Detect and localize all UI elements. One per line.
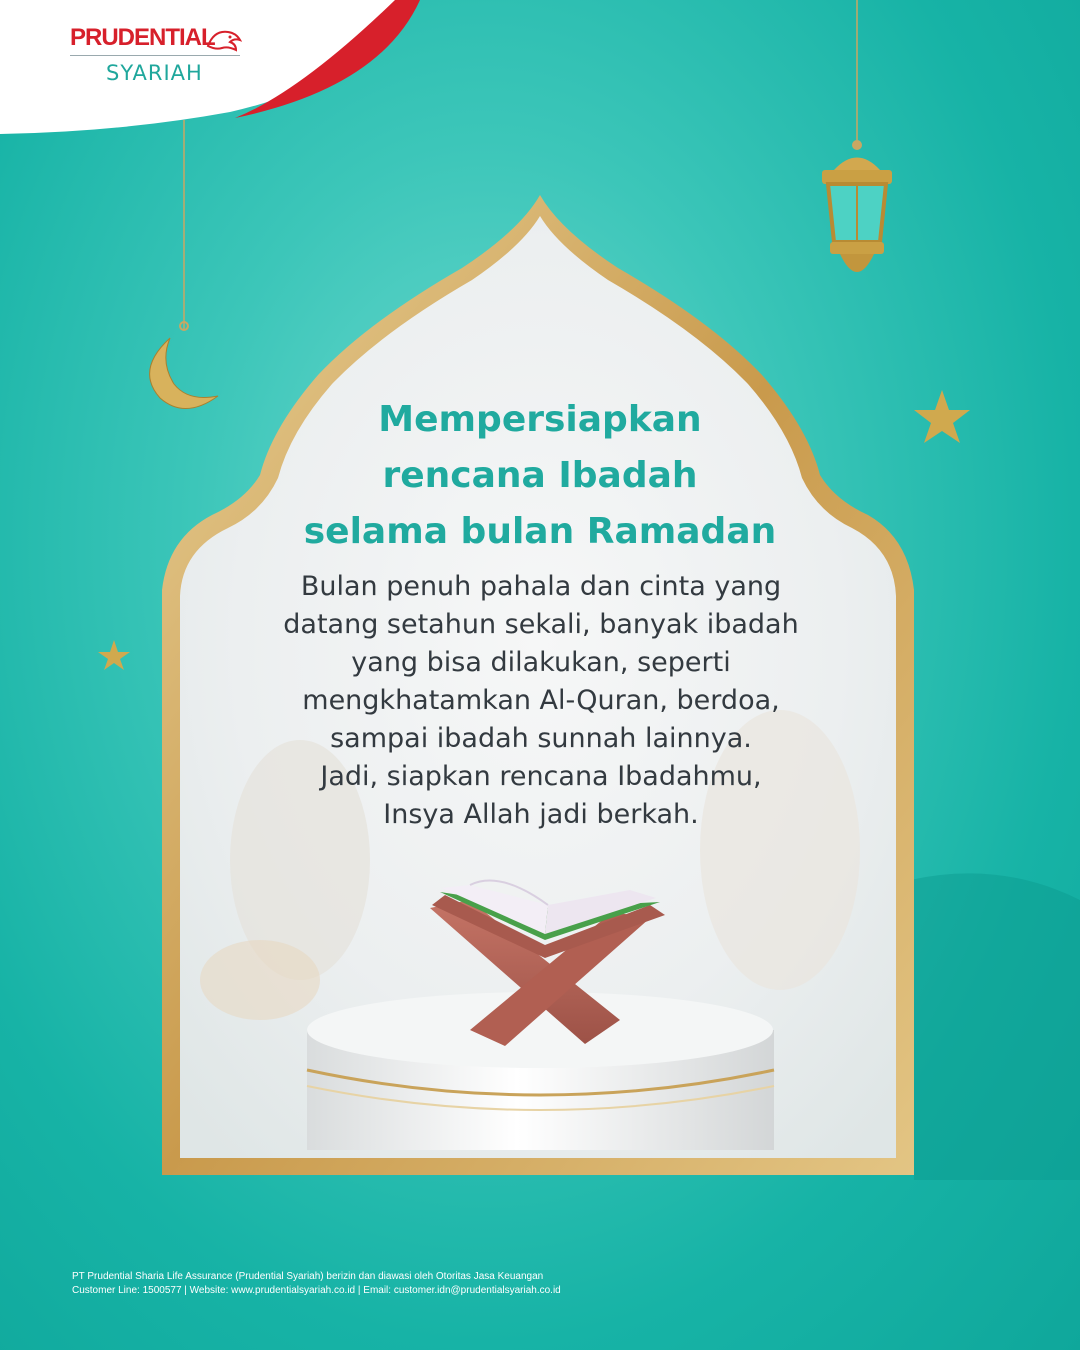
body-line: datang setahun sekali, banyak ibadah [283,609,799,640]
body-line: Bulan penuh pahala dan cinta yang [300,571,782,602]
headline-line: selama bulan Ramadan [303,511,777,552]
headline-line: Mempersiapkan [378,399,702,440]
star-icon [98,640,130,670]
body-line: Jadi, siapkan rencana Ibadahmu, [320,761,762,792]
crescent-moon-icon [150,120,218,409]
brand-subtitle: SYARIAH [106,61,203,85]
body-text [226,568,856,834]
headline [240,392,840,560]
lantern-icon [822,0,892,272]
body-line: sampai ibadah sunnah lainnya. [330,723,752,754]
brand-name: PRUDENTIAL [70,24,215,51]
body-line: mengkhatamkan Al-Quran, berdoa, [302,685,780,716]
body-line: Insya Allah jadi berkah. [383,799,699,830]
footer-line: PT Prudential Sharia Life Assurance (Prudential Syariah) berizin dan diawasi oleh Otoritas Jasa Keuangan [72,1271,544,1282]
headline-line: rencana Ibadah [382,455,698,496]
star-icon [914,390,970,443]
footer-contact-line: Customer Line: 1500577 | Website: www.prudentialsyariah.co.id | Email: customer.idn@prudentialsyariah.co.id [72,1285,561,1296]
body-line: yang bisa dilakukan, seperti [351,647,731,678]
pedestal [307,992,774,1150]
footer-disclaimer [72,1270,972,1298]
